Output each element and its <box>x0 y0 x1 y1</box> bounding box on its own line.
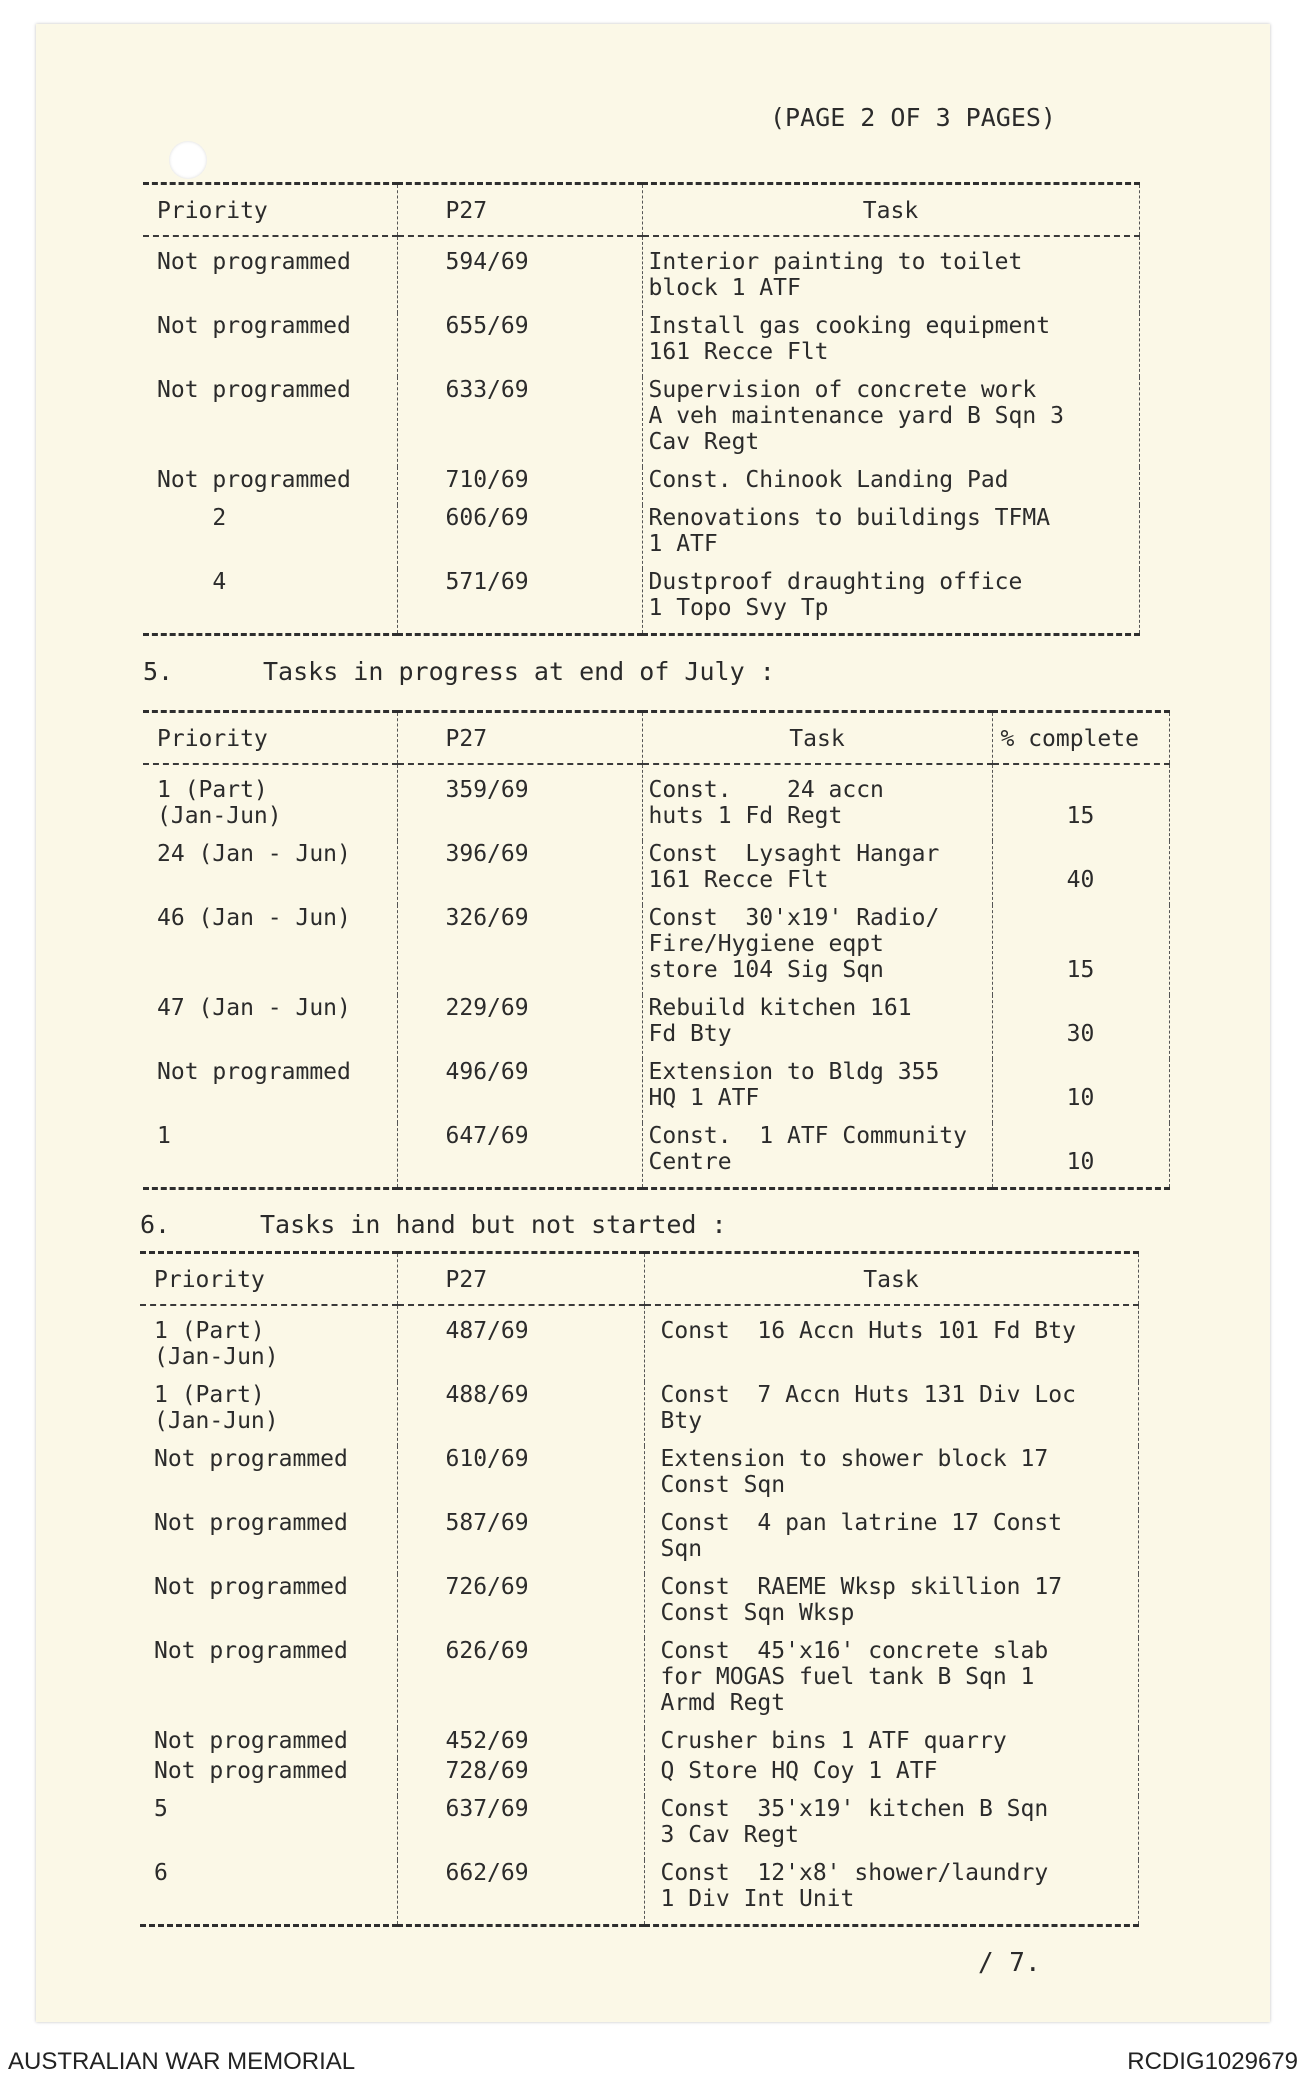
priority-cell: 1 <box>157 1123 171 1149</box>
section-6-title: Tasks in hand but not started : <box>260 1210 727 1239</box>
header-task: Task <box>644 1253 1138 1306</box>
archive-footer <box>0 2040 1312 2082</box>
section-5-number: 5. <box>143 657 174 686</box>
archive-name: AUSTRALIAN WAR MEMORIAL <box>8 2048 356 2075</box>
table-row <box>140 1446 1138 1510</box>
task-cell: Crusher bins 1 ATF quarry <box>644 1728 1138 1758</box>
table-row <box>143 1059 1169 1123</box>
priority-cell: 4 <box>157 569 227 595</box>
priority-cell: 1 (Part) (Jan-Jun) <box>157 777 282 829</box>
p27-cell: 594/69 <box>397 236 642 313</box>
p27-cell: 496/69 <box>397 1059 642 1123</box>
task-cell: Extension to Bldg 355 HQ 1 ATF <box>642 1059 992 1123</box>
task-cell: Dustproof draughting office 1 Topo Svy Tp <box>642 569 1139 635</box>
table-row <box>140 1574 1138 1638</box>
priority-cell: 46 (Jan - Jun) <box>157 905 351 931</box>
priority-cell: Not programmed <box>154 1446 348 1472</box>
priority-cell: 5 <box>154 1796 168 1822</box>
section-5-title: Tasks in progress at end of July : <box>263 657 775 686</box>
priority-cell: Not programmed <box>154 1510 348 1536</box>
table-row <box>143 841 1169 905</box>
p27-cell: 710/69 <box>397 467 642 505</box>
percent-complete-cell: 15 <box>992 905 1169 995</box>
p27-cell: 571/69 <box>397 569 642 635</box>
priority-cell: 2 <box>157 505 227 531</box>
section-5-heading <box>143 657 775 686</box>
priority-cell: Not programmed <box>154 1728 348 1754</box>
table-tasks-not-started <box>140 1251 1139 1927</box>
p27-cell: 662/69 <box>397 1860 644 1926</box>
task-cell: Extension to shower block 17 Const Sqn <box>644 1446 1138 1510</box>
table-row <box>143 313 1139 377</box>
priority-cell: Not programmed <box>157 377 351 403</box>
p27-cell: 647/69 <box>397 1123 642 1189</box>
table-row <box>143 467 1139 505</box>
header-p27: P27 <box>397 1253 644 1306</box>
task-cell: Interior painting to toilet block 1 ATF <box>642 236 1139 313</box>
header-task: Task <box>642 712 992 765</box>
p27-cell: 587/69 <box>397 1510 644 1574</box>
table-header-row <box>143 184 1139 237</box>
table-row <box>143 236 1139 313</box>
p27-cell: 487/69 <box>397 1305 644 1382</box>
p27-cell: 633/69 <box>397 377 642 467</box>
priority-cell: Not programmed <box>154 1638 348 1664</box>
header-priority: Priority <box>143 712 397 765</box>
p27-cell: 655/69 <box>397 313 642 377</box>
task-cell: Install gas cooking equipment 161 Recce Flt <box>642 313 1139 377</box>
percent-complete-cell: 30 <box>992 995 1169 1059</box>
p27-cell: 229/69 <box>397 995 642 1059</box>
percent-complete-cell: 15 <box>992 764 1169 841</box>
table-row <box>140 1728 1138 1758</box>
table-header-row <box>140 1253 1138 1306</box>
task-cell: Const RAEME Wksp skillion 17 Const Sqn Wksp <box>644 1574 1138 1638</box>
p27-cell: 726/69 <box>397 1574 644 1638</box>
task-cell: Const. 24 accn huts 1 Fd Regt <box>642 764 992 841</box>
table-row <box>143 1123 1169 1189</box>
table-row <box>140 1758 1138 1796</box>
priority-cell: Not programmed <box>157 249 351 275</box>
table-row <box>140 1796 1138 1860</box>
p27-cell: 610/69 <box>397 1446 644 1510</box>
table-header-row <box>143 712 1169 765</box>
header-task: Task <box>642 184 1139 237</box>
page-number-header: (PAGE 2 OF 3 PAGES) <box>770 103 1056 132</box>
table-row <box>143 905 1169 995</box>
priority-cell: 24 (Jan - Jun) <box>157 841 351 867</box>
task-cell: Const 30'x19' Radio/ Fire/Hygiene eqpt store 104 Sig Sqn <box>642 905 992 995</box>
punch-hole <box>169 141 207 179</box>
p27-cell: 326/69 <box>397 905 642 995</box>
table-programmed-tasks <box>143 182 1140 636</box>
header-priority: Priority <box>143 184 397 237</box>
p27-cell: 606/69 <box>397 505 642 569</box>
table-tasks-in-progress <box>143 710 1170 1190</box>
table-row <box>140 1382 1138 1446</box>
task-cell: Q Store HQ Coy 1 ATF <box>644 1758 1138 1796</box>
header-p27: P27 <box>397 712 642 765</box>
table-row <box>140 1860 1138 1926</box>
p27-cell: 452/69 <box>397 1728 644 1758</box>
priority-cell: Not programmed <box>157 467 351 493</box>
priority-cell: Not programmed <box>157 1059 351 1085</box>
p27-cell: 488/69 <box>397 1382 644 1446</box>
header-p27: P27 <box>397 184 642 237</box>
table-row <box>143 505 1139 569</box>
p27-cell: 396/69 <box>397 841 642 905</box>
table-row <box>143 377 1139 467</box>
header-priority: Priority <box>140 1253 397 1306</box>
table-row <box>140 1638 1138 1728</box>
task-cell: Const. Chinook Landing Pad <box>642 467 1139 505</box>
priority-cell: 6 <box>154 1860 168 1886</box>
section-6-heading <box>140 1210 727 1239</box>
task-cell: Const 7 Accn Huts 131 Div Loc Bty <box>644 1382 1138 1446</box>
percent-complete-cell: 10 <box>992 1123 1169 1189</box>
task-cell: Renovations to buildings TFMA 1 ATF <box>642 505 1139 569</box>
section-6-number: 6. <box>140 1210 171 1239</box>
priority-cell: 47 (Jan - Jun) <box>157 995 351 1021</box>
priority-cell: 1 (Part) (Jan-Jun) <box>154 1318 279 1370</box>
table-row <box>143 995 1169 1059</box>
table-row <box>140 1305 1138 1382</box>
p27-cell: 359/69 <box>397 764 642 841</box>
priority-cell: Not programmed <box>154 1574 348 1600</box>
p27-cell: 637/69 <box>397 1796 644 1860</box>
table-row <box>143 569 1139 635</box>
task-cell: Const 35'x19' kitchen B Sqn 3 Cav Regt <box>644 1796 1138 1860</box>
p27-cell: 728/69 <box>397 1758 644 1796</box>
task-cell: Const. 1 ATF Community Centre <box>642 1123 992 1189</box>
priority-cell: Not programmed <box>154 1758 348 1784</box>
archive-reference: RCDIG1029679 <box>1127 2048 1298 2075</box>
page-continuation-marker: / 7. <box>978 1948 1041 1978</box>
p27-cell: 626/69 <box>397 1638 644 1728</box>
task-cell: Const Lysaght Hangar 161 Recce Flt <box>642 841 992 905</box>
task-cell: Supervision of concrete work A veh maintenance yard B Sqn 3 Cav Regt <box>642 377 1139 467</box>
percent-complete-cell: 10 <box>992 1059 1169 1123</box>
task-cell: Const 45'x16' concrete slab for MOGAS fuel tank B Sqn 1 Armd Regt <box>644 1638 1138 1728</box>
table-row <box>140 1510 1138 1574</box>
table-row <box>143 764 1169 841</box>
task-cell: Const 16 Accn Huts 101 Fd Bty <box>644 1305 1138 1382</box>
percent-complete-cell: 40 <box>992 841 1169 905</box>
header-percent-complete: % complete <box>992 712 1169 765</box>
task-cell: Const 4 pan latrine 17 Const Sqn <box>644 1510 1138 1574</box>
priority-cell: 1 (Part) (Jan-Jun) <box>154 1382 279 1434</box>
task-cell: Const 12'x8' shower/laundry 1 Div Int Unit <box>644 1860 1138 1926</box>
task-cell: Rebuild kitchen 161 Fd Bty <box>642 995 992 1059</box>
priority-cell: Not programmed <box>157 313 351 339</box>
